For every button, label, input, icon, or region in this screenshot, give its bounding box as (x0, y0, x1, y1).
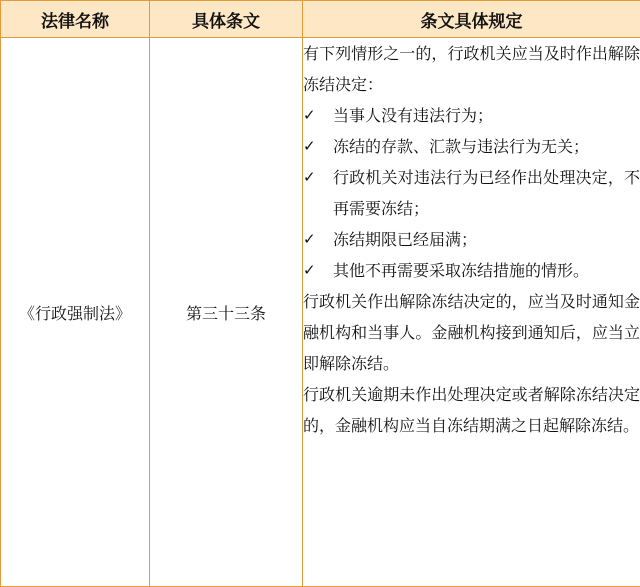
check-mark-icon: ✓ (303, 106, 316, 124)
list-item-text: 行政机关对违法行为已经作出处理决定，不再需要冻结； (333, 168, 640, 218)
header-article: 具体条文 (150, 1, 303, 38)
list-item-text: 其他不再需要采取冻结措施的情形。 (333, 261, 590, 280)
list-item (303, 224, 640, 255)
check-mark-icon: ✓ (303, 137, 316, 155)
provision-paragraph-2: 行政机关作出解除冻结决定的，应当及时通知金融机构和当事人。金融机构接到通知后，应当立即解除冻结。 (303, 292, 640, 373)
header-row (1, 1, 640, 38)
provision-cell (303, 38, 640, 587)
list-item (303, 255, 640, 286)
provision-paragraph-3: 行政机关逾期未作出处理决定或者解除冻结决定的，金融机构应当自冻结期满之日起解除冻结。 (303, 385, 640, 435)
check-mark-icon: ✓ (303, 261, 316, 279)
list-item-text: 冻结期限已经届满； (333, 230, 478, 249)
header-provision: 条文具体规定 (303, 1, 640, 38)
list-item-text: 冻结的存款、汇款与违法行为无关； (333, 137, 590, 156)
article-cell: 第三十三条 (150, 38, 303, 587)
provision-intro: 有下列情形之一的，行政机关应当及时作出解除冻结决定： (303, 44, 640, 94)
check-mark-icon: ✓ (303, 168, 316, 186)
header-law-name: 法律名称 (1, 1, 150, 38)
list-item (303, 131, 640, 162)
law-name-cell: 《行政强制法》 (1, 38, 150, 587)
table-row (1, 38, 640, 587)
list-item-text: 当事人没有违法行为； (333, 106, 494, 125)
list-item (303, 162, 640, 224)
list-item (303, 100, 640, 131)
check-mark-icon: ✓ (303, 230, 316, 248)
